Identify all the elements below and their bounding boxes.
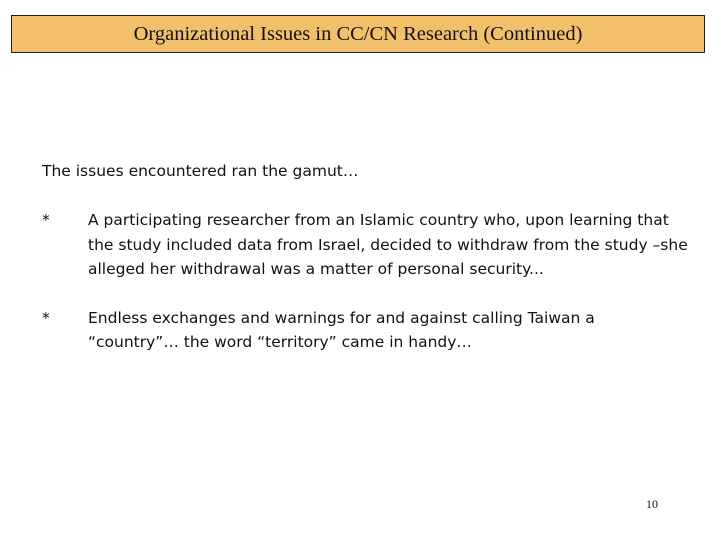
bullet-list	[42, 208, 692, 355]
slide-title: Organizational Issues in CC/CN Research (Continued)	[133, 22, 583, 45]
bullet-text: A participating researcher from an Islamic country who, upon learning that the study included data from Israel, decided to withdraw from the study –she alleged her withdrawal was a matter of personal security...	[88, 211, 688, 278]
page-number: 10	[646, 497, 658, 511]
bullet-marker: *	[42, 308, 50, 327]
bullet-item	[42, 306, 692, 355]
bullet-marker: *	[42, 211, 50, 229]
bullet-text: Endless exchanges and warnings for and against calling Taiwan a “country”… the word “territory” came in handy…	[88, 308, 595, 351]
bullet-item	[42, 208, 692, 282]
slide-title-box	[11, 15, 705, 53]
intro-text: The issues encountered ran the gamut…	[42, 162, 359, 180]
